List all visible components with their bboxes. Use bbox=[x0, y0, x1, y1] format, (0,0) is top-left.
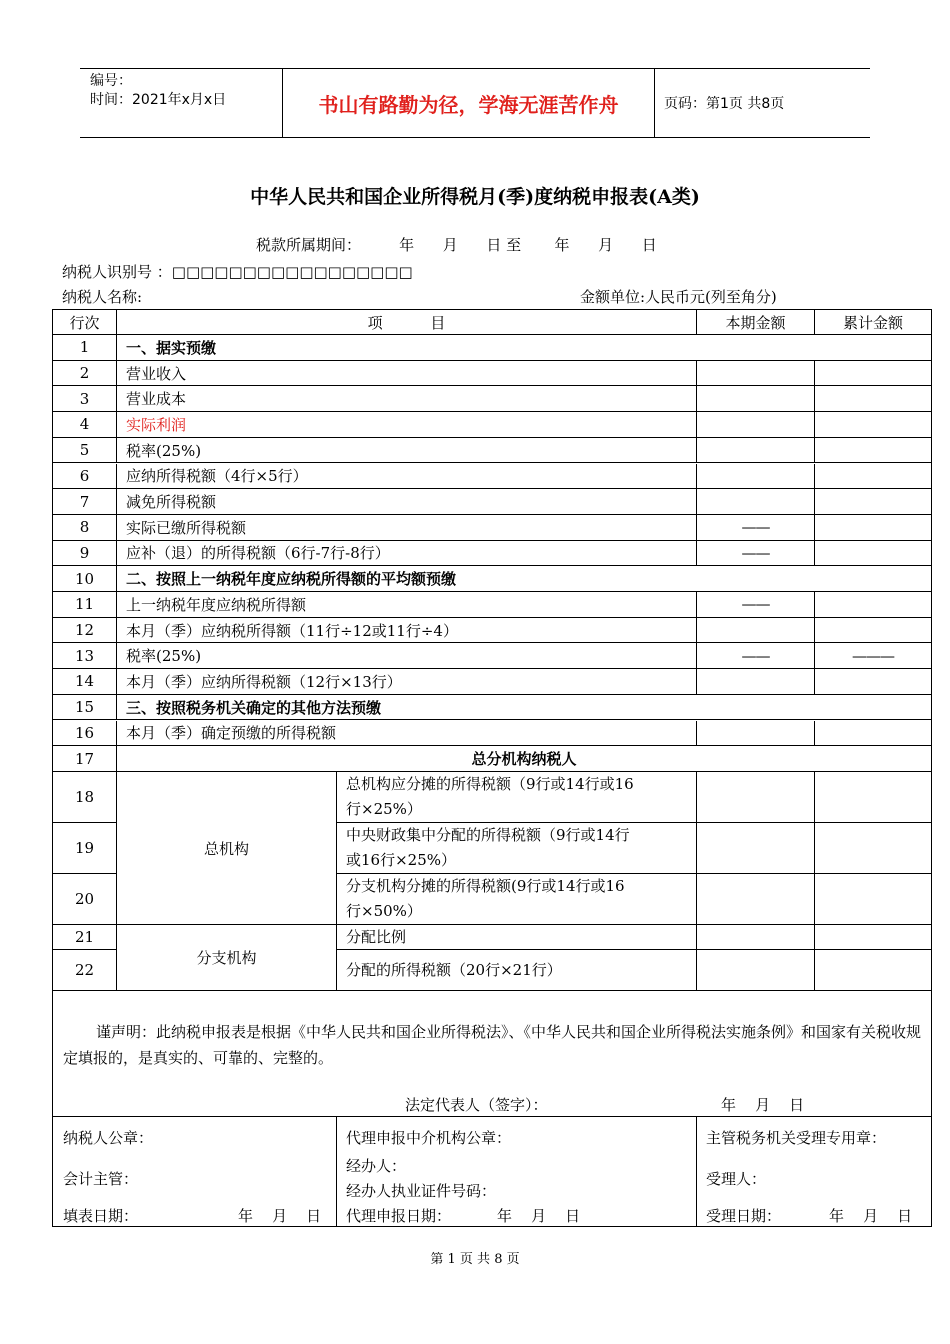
cumulative-amount-cell[interactable] bbox=[814, 361, 931, 386]
taxpayer-name: 纳税人名称: bbox=[62, 288, 143, 306]
header-page-number: 页码：第1页 共8页 bbox=[664, 96, 785, 112]
receiver-label: 受理人： bbox=[706, 1170, 767, 1188]
head-office-label: 总机构 bbox=[116, 772, 336, 925]
branch-office-label: 分支机构 bbox=[116, 925, 336, 991]
current-amount-cell[interactable]: —— bbox=[696, 541, 814, 566]
form-title: 中华人民共和国企业所得税月(季)度纳税申报表(A类) bbox=[250, 186, 700, 208]
cumulative-amount-cell[interactable] bbox=[814, 464, 931, 489]
receive-date-label: 受理日期： bbox=[706, 1207, 782, 1225]
table-row bbox=[53, 489, 931, 515]
row-item: 税率(25%) bbox=[116, 643, 696, 668]
cumulative-amount-cell[interactable] bbox=[814, 386, 931, 411]
row-number: 17 bbox=[74, 749, 95, 768]
current-amount-cell[interactable] bbox=[696, 412, 814, 437]
current-amount-cell[interactable] bbox=[696, 823, 814, 874]
row-item: 营业收入 bbox=[116, 361, 696, 386]
row-item: 三、按照税务机关确定的其他方法预缴 bbox=[116, 695, 696, 720]
cumulative-amount-cell[interactable] bbox=[814, 618, 931, 643]
current-amount-cell[interactable] bbox=[696, 464, 814, 489]
agent-date-value: 年 月 日 bbox=[497, 1207, 581, 1225]
row-item: 减免所得税额 bbox=[116, 489, 696, 514]
cumulative-amount-cell[interactable] bbox=[814, 438, 931, 463]
row-number: 2 bbox=[79, 364, 90, 383]
table-row bbox=[53, 669, 931, 695]
current-amount-cell[interactable]: —— bbox=[696, 515, 814, 540]
row-item: 上一纳税年度应纳税所得额 bbox=[116, 592, 696, 617]
table-row bbox=[53, 335, 931, 361]
row-number: 21 bbox=[53, 925, 116, 950]
branch-item-line1: 分支机构分摊的所得税额(9行或14行或16 bbox=[346, 877, 625, 895]
row-number: 11 bbox=[74, 595, 95, 614]
cumulative-amount-cell[interactable] bbox=[814, 772, 931, 823]
cumulative-amount-cell[interactable] bbox=[814, 669, 931, 694]
header-meta bbox=[80, 69, 283, 137]
current-amount-cell[interactable] bbox=[696, 438, 814, 463]
row-item: 营业成本 bbox=[116, 386, 696, 411]
table-row bbox=[53, 721, 931, 747]
table-row bbox=[53, 515, 931, 541]
declaration-date: 年 月 日 bbox=[721, 1096, 805, 1114]
row-number: 13 bbox=[74, 646, 95, 665]
tax-return-table bbox=[52, 309, 932, 1227]
table-row bbox=[53, 566, 931, 592]
row-item: 实际利润 bbox=[116, 412, 696, 437]
table-row bbox=[53, 643, 931, 669]
current-amount-cell[interactable] bbox=[696, 874, 814, 925]
branch-item-line2: 行×50%） bbox=[346, 902, 422, 920]
table-row bbox=[53, 412, 931, 438]
declaration-signature: 法定代表人（签字）： bbox=[405, 1096, 548, 1114]
table-header-row bbox=[53, 310, 931, 335]
page-header bbox=[80, 68, 870, 138]
cumulative-amount-cell[interactable] bbox=[814, 412, 931, 437]
header-current: 本期金额 bbox=[696, 310, 814, 334]
branch-item-line1: 总机构应分摊的所得税额（9行或14行或16 bbox=[346, 775, 634, 793]
table-row bbox=[53, 695, 931, 721]
cumulative-amount-cell[interactable] bbox=[814, 950, 931, 991]
current-amount-cell[interactable]: —— bbox=[696, 592, 814, 617]
branch-item-line2: 或16行×25%） bbox=[346, 851, 456, 869]
authority-seal-label: 主管税务机关受理专用章： bbox=[706, 1129, 887, 1147]
current-amount-cell[interactable]: —— bbox=[696, 643, 814, 668]
table-row bbox=[53, 361, 931, 387]
agent-seal-label: 代理申报中介机构公章： bbox=[346, 1129, 512, 1147]
signoff-section bbox=[53, 1117, 931, 1227]
fill-date-label: 填表日期： bbox=[63, 1207, 139, 1225]
accountant-label: 会计主管： bbox=[63, 1170, 139, 1188]
header-cumulative: 累计金额 bbox=[814, 310, 931, 334]
row-number: 12 bbox=[74, 621, 95, 640]
taxpayer-seal-label: 纳税人公章： bbox=[63, 1129, 154, 1147]
row-number: 19 bbox=[53, 823, 116, 874]
row-number: 18 bbox=[53, 772, 116, 823]
row-number: 20 bbox=[53, 874, 116, 925]
cumulative-amount-cell[interactable] bbox=[814, 489, 931, 514]
doc-number-label: 编号： bbox=[90, 73, 132, 89]
receive-date-value: 年 月 日 bbox=[829, 1207, 913, 1225]
row-number: 5 bbox=[79, 441, 90, 460]
row-item: 一、据实预缴 bbox=[116, 335, 696, 360]
branch-item bbox=[336, 874, 696, 925]
row-number: 16 bbox=[74, 723, 95, 742]
row-number: 3 bbox=[79, 389, 90, 408]
current-amount-cell[interactable] bbox=[696, 669, 814, 694]
current-amount-cell[interactable] bbox=[696, 721, 814, 746]
table-row bbox=[53, 438, 931, 464]
row-number: 7 bbox=[79, 492, 90, 511]
branch-item-line1: 分配比例 bbox=[346, 927, 407, 946]
cumulative-amount-cell[interactable] bbox=[814, 823, 931, 874]
header-item: 项 目 bbox=[116, 310, 696, 334]
current-amount-cell[interactable] bbox=[696, 361, 814, 386]
tax-period: 税款所属期间： 年 月 日 至 年 月 日 bbox=[256, 236, 657, 254]
row-number: 6 bbox=[79, 466, 90, 485]
row-number: 8 bbox=[79, 518, 90, 537]
row-number: 10 bbox=[74, 569, 95, 588]
handler-cert-label: 经办人执业证件号码： bbox=[346, 1182, 497, 1200]
current-amount-cell[interactable] bbox=[696, 950, 814, 991]
branch-item-line1: 中央财政集中分配的所得税额（9行或14行 bbox=[346, 826, 630, 844]
cumulative-amount-cell[interactable] bbox=[814, 541, 931, 566]
row-number: 22 bbox=[53, 950, 116, 991]
row-item: 税率(25%) bbox=[116, 438, 696, 463]
branch-item bbox=[336, 925, 696, 950]
cumulative-amount-cell[interactable] bbox=[814, 874, 931, 925]
row-item: 本月（季）应纳税所得额（11行÷12或11行÷4） bbox=[116, 618, 696, 643]
branch-item bbox=[336, 823, 696, 874]
taxpayer-id: 纳税人识别号 ：□□□□□□□□□□□□□□□□□ bbox=[62, 263, 413, 281]
row-number: 4 bbox=[79, 415, 90, 434]
cumulative-amount-cell[interactable] bbox=[814, 515, 931, 540]
header-motto: 书山有路勤为径，学海无涯苦作舟 bbox=[283, 69, 655, 137]
table-row bbox=[53, 386, 931, 412]
branch-item bbox=[336, 950, 696, 991]
cumulative-amount-cell[interactable] bbox=[814, 721, 931, 746]
current-amount-cell[interactable] bbox=[696, 386, 814, 411]
table-row bbox=[53, 464, 931, 490]
row-item: 二、按照上一纳税年度应纳税所得额的平均额预缴 bbox=[116, 566, 696, 591]
current-amount-cell[interactable] bbox=[696, 618, 814, 643]
cumulative-amount-cell[interactable] bbox=[814, 592, 931, 617]
table-row bbox=[53, 592, 931, 618]
current-amount-cell[interactable] bbox=[696, 772, 814, 823]
cumulative-amount-cell[interactable]: ——— bbox=[814, 643, 931, 668]
row-item: 应纳所得税额（4行×5行） bbox=[116, 464, 696, 489]
branch-item-line2: 行×25%） bbox=[346, 800, 422, 818]
row-number: 1 bbox=[79, 338, 90, 357]
row-item: 总分机构纳税人 bbox=[116, 746, 931, 771]
branch-item bbox=[336, 772, 696, 823]
row-item: 实际已缴所得税额 bbox=[116, 515, 696, 540]
page-footer: 第 1 页 共 8 页 bbox=[430, 1252, 520, 1267]
row-item: 本月（季）确定预缴的所得税额 bbox=[116, 721, 696, 746]
row-item: 本月（季）应纳所得税额（12行×13行） bbox=[116, 669, 696, 694]
row-number: 9 bbox=[79, 543, 90, 562]
branch-item-line1: 分配的所得税额（20行×21行） bbox=[346, 960, 562, 979]
header-row-no: 行次 bbox=[69, 313, 100, 332]
agent-date-label: 代理申报日期： bbox=[346, 1207, 452, 1225]
table-row bbox=[53, 618, 931, 644]
cumulative-amount-cell[interactable] bbox=[814, 925, 931, 950]
current-amount-cell[interactable] bbox=[696, 925, 814, 950]
currency-unit: 金额单位:人民币元(列至角分) bbox=[580, 288, 777, 306]
table-row bbox=[53, 746, 931, 772]
fill-date-value: 年 月 日 bbox=[238, 1207, 322, 1225]
row-number: 14 bbox=[74, 672, 95, 691]
declaration-section bbox=[53, 989, 931, 1117]
row-item: 应补（退）的所得税额（6行-7行-8行） bbox=[116, 541, 696, 566]
current-amount-cell[interactable] bbox=[696, 489, 814, 514]
row-number: 15 bbox=[74, 698, 95, 717]
table-row bbox=[53, 541, 931, 567]
declaration-text: 谨声明：此纳税申报表是根据《中华人民共和国企业所得税法》、《中华人民共和国企业所得税法实施条例》和国家有关税收规定填报的，是真实的、可靠的、完整的。 bbox=[63, 1023, 922, 1067]
handler-label: 经办人： bbox=[346, 1157, 407, 1175]
doc-date-label: 时间：2021年x月x日 bbox=[90, 92, 227, 108]
